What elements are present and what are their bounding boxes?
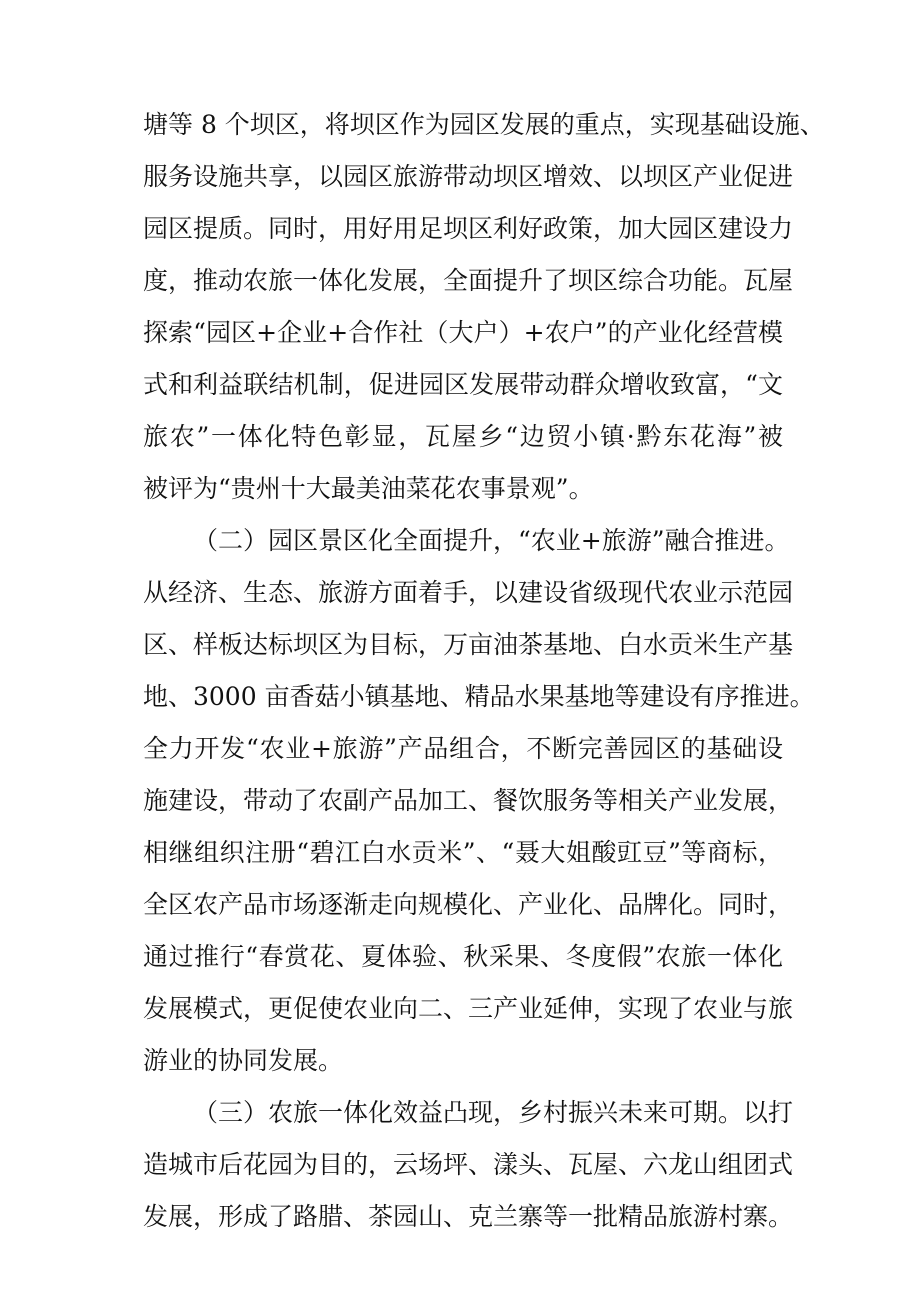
text-line: 从经济、生态、旅游方面着手，以建设省级现代农业示范园	[143, 578, 794, 607]
text-line: 被评为“贵州十大最美油菜花农事景观”。	[143, 474, 594, 503]
text-line: 度，推动农旅一体化发展，全面提升了坝区综合功能。瓦屋	[143, 266, 794, 295]
text-line: 发展，形成了路腊、茶园山、克兰寨等一批精品旅游村寨。	[143, 1202, 794, 1231]
text-line: 园区提质。同时，用好用足坝区利好政策，加大园区建设力	[143, 214, 794, 243]
text-line: 造城市后花园为目的，云场坪、漾头、瓦屋、六龙山组团式	[143, 1150, 794, 1179]
text-line: 施建设，带动了农副产品加工、餐饮服务等相关产业发展，	[143, 786, 794, 815]
text-line: 塘等 8 个坝区，将坝区作为园区发展的重点，实现基础设施、	[143, 110, 825, 139]
text-line: 全区农产品市场逐渐走向规模化、产业化、品牌化。同时，	[143, 890, 794, 919]
text-line: 相继组织注册“碧江白水贡米”、“聂大姐酸豇豆”等商标，	[143, 838, 783, 867]
text-line: 全力开发“农业+旅游”产品组合，不断完善园区的基础设	[143, 734, 783, 763]
text-line: 地、3000 亩香菇小镇基地、精品水果基地等建设有序推进。	[143, 682, 815, 711]
text-line: 旅农”一体化特色彰显，瓦屋乡“边贸小镇·黔东花海”被	[143, 422, 783, 451]
text-line: 服务设施共享，以园区旅游带动坝区增效、以坝区产业促进	[143, 162, 794, 191]
text-line: 式和利益联结机制，促进园区发展带动群众增收致富，“文	[143, 370, 783, 399]
section-heading-3: （三）农旅一体化效益凸现，乡村振兴未来可期。以打	[193, 1098, 794, 1127]
text-line: 发展模式，更促使农业向二、三产业延伸，实现了农业与旅	[143, 994, 794, 1023]
text-line: 游业的协同发展。	[143, 1046, 344, 1075]
text-line: 通过推行“春赏花、夏体验、秋采果、冬度假”农旅一体化	[143, 942, 783, 971]
text-line: 区、样板达标坝区为目标，万亩油茶基地、白水贡米生产基	[143, 630, 794, 659]
section-heading-2: （二）园区景区化全面提升，“农业+旅游”融合推进。	[193, 526, 790, 555]
text-line: 探索“园区+企业+合作社（大户）+农户”的产业化经营模	[143, 318, 783, 347]
